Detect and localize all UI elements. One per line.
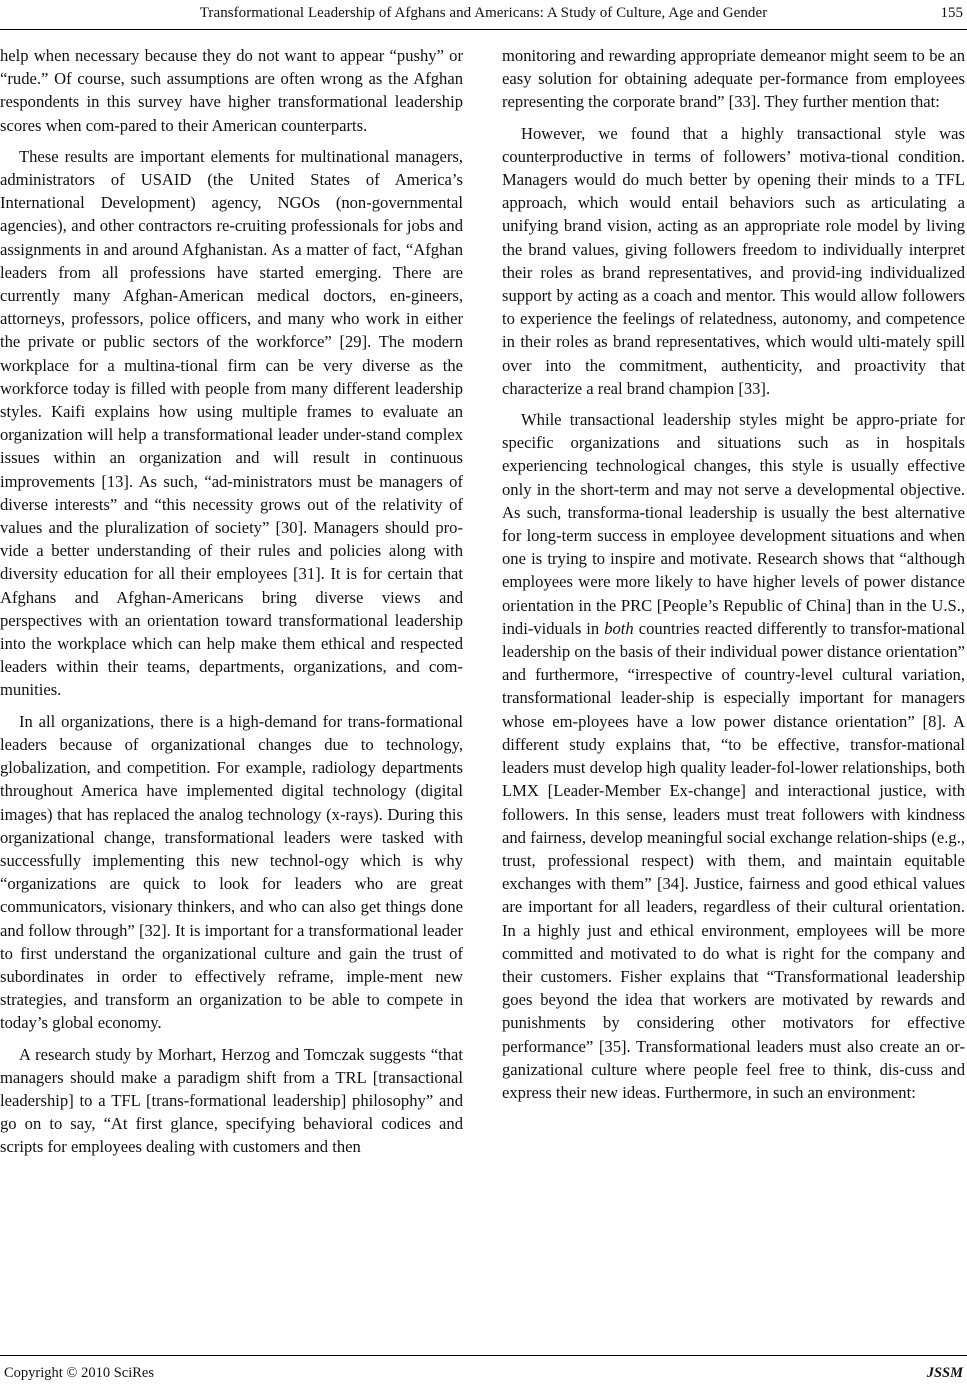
paragraph <box>502 408 965 1104</box>
left-column <box>0 44 463 1336</box>
right-column <box>502 44 965 1336</box>
paragraph: These results are important elements for multinational managers, administrators of USAID (the United States of America’s International Development) agency, NGOs (non-governmental agencies), and other contractors re-cruiting professionals for jobs and assignments in and around Afghanistan. As a matter of fact, “Afghan leaders from all professions have started emerging. There are currently many Afghan-American medical doctors, en-gineers, attorneys, professors, police officers, and many who work in either the private or public sectors of the workforce” [29]. The modern workplace for a multina-tional firm can be very diverse as the workforce today is filled with people from many different leadership styles. Kaifi explains how using multiple frames to evaluate an organization will help a transformational leader under-stand complex issues within an organization and will result in continuous improvements [13]. As such, “ad-ministrators must be managers of diverse interests” and “this necessity grows out of the relativity of values and the pluralization of society” [30]. Managers should pro-vide a better understanding of their rules and policies along with diversity education for all their employees [31]. It is for certain that Afghans and Afghan-Americans bring diverse views and perspectives with an orientation toward transformational leadership into the workplace which can help make them ethical and respected leaders within their teams, departments, organizations, and com-munities. <box>0 146 463 700</box>
emphasis-text: both <box>604 618 634 638</box>
running-title: Transformational Leadership of Afghans and Americans: A Study of Culture, Age and Gender <box>199 5 768 21</box>
page-footer <box>0 1365 967 1385</box>
copyright-notice: Copyright © 2010 SciRes <box>4 1365 154 1381</box>
page-number: 155 <box>940 5 963 21</box>
paragraph-text: While transactional leadership styles might be appro-priate for specific organizations and situations such as in hospitals experiencing technological changes, this style is usually effective only in the short-term and may not serve a developmental objective. As such, transforma-tional leadership is usually the best alternative for long-term success in employee development situations and when one is trying to inspire and motivate. Research shows that “although employees were more likely to have higher levels of power distance orientation in the PRC [People’s Republic of China] than in the U.S., indi-viduals in <box>502 410 965 638</box>
footer-rule <box>0 1355 967 1356</box>
header-rule <box>0 29 967 30</box>
paragraph: In all organizations, there is a high-demand for trans-formational leaders because of organizational changes due to technology, globalization, and competition. For example, radiology departments throughout America have implemented digital technology (digital images) that has replaced the analog technology (x-rays). During this organizational change, transformational leaders were tasked with successfully implementing this new technol-ogy which is why “organizations are quick to look for leaders who are great communicators, visionary thinkers, and who can also get things done and follow through” [32]. It is important for a transformational leader to first understand the organizational culture and gain the trust of subordinates in order to effectively reframe, imple-ment new strategies, and transform an organization to be able to compete in today’s global economy. <box>0 711 463 1033</box>
paragraph: monitoring and rewarding appropriate demeanor might seem to be an easy solution for obtaining adequate per-formance from employees representing the corporate brand” [33]. They further mention that: <box>502 46 965 112</box>
paragraph-text: countries reacted differently to transfor-mational leadership on the basis of their individual power distance orientation” and furthermore, “irrespective of country-level cultural variation, transformational leader-ship is especially important for managers whose em-ployees have a low power distance orientation” [8]. A different study explains that, “to be effective, transfor-mational leaders must develop high quality leader-fol-lower relationships, both LMX [Leader-Member Ex-change] and interactional justice, with followers. In this sense, leaders must treat followers with kindness and fairness, develop meaningful social exchange relation-ships (e.g., trust, professional respect) with them, and maintain equitable exchanges with them” [34]. Justice, fairness and good ethical values are important for all leaders, regardless of their cultural orientation. In a highly just and ethical environment, employees will be more committed and motivated to do what is right for the company and their customers. Fisher explains that “Transformational leadership goes beyond the idea that workers are motivated by rewards and punishments by considering other motivators for effective performance” [35]. Transformational leaders must also create an or-ganizational culture where people feel free to think, dis-cuss and express their new ideas. Furthermore, in such an environment: <box>502 618 965 1102</box>
page-header <box>0 0 967 30</box>
paragraph: A research study by Morhart, Herzog and Tomczak suggests “that managers should make a paradigm shift from a TRL [transactional leadership] to a TFL [trans-formational leadership] philosophy” and go on to say, “At first glance, specifying behavioral codices and scripts for employees dealing with customers and then <box>0 1044 463 1157</box>
block-quote: However, we found that a highly transactional style was counterproductive in terms of followers’ motiva-tional condition. Managers would do much better by opening their minds to a TFL approach, which would entail behaviors such as articulating a unifying brand vision, acting as an appropriate role model by living the brand values, giving followers freedom to individually interpret their roles as brand representatives, and provid-ing individualized support by acting as a coach and mentor. This would allow followers to experience the feelings of relatedness, autonomy, and competence in their roles as brand representatives, which would ulti-mately spill over into the commitment, authenticity, and proactivity that characterize a real brand champion [33]. <box>502 123 965 398</box>
journal-name: JSSM <box>926 1365 963 1381</box>
paragraph: help when necessary because they do not want to appear “pushy” or “rude.” Of course, such assumptions are often wrong as the Afghan respondents in this survey have higher transformational leadership scores when com-pared to their American counterparts. <box>0 46 463 135</box>
